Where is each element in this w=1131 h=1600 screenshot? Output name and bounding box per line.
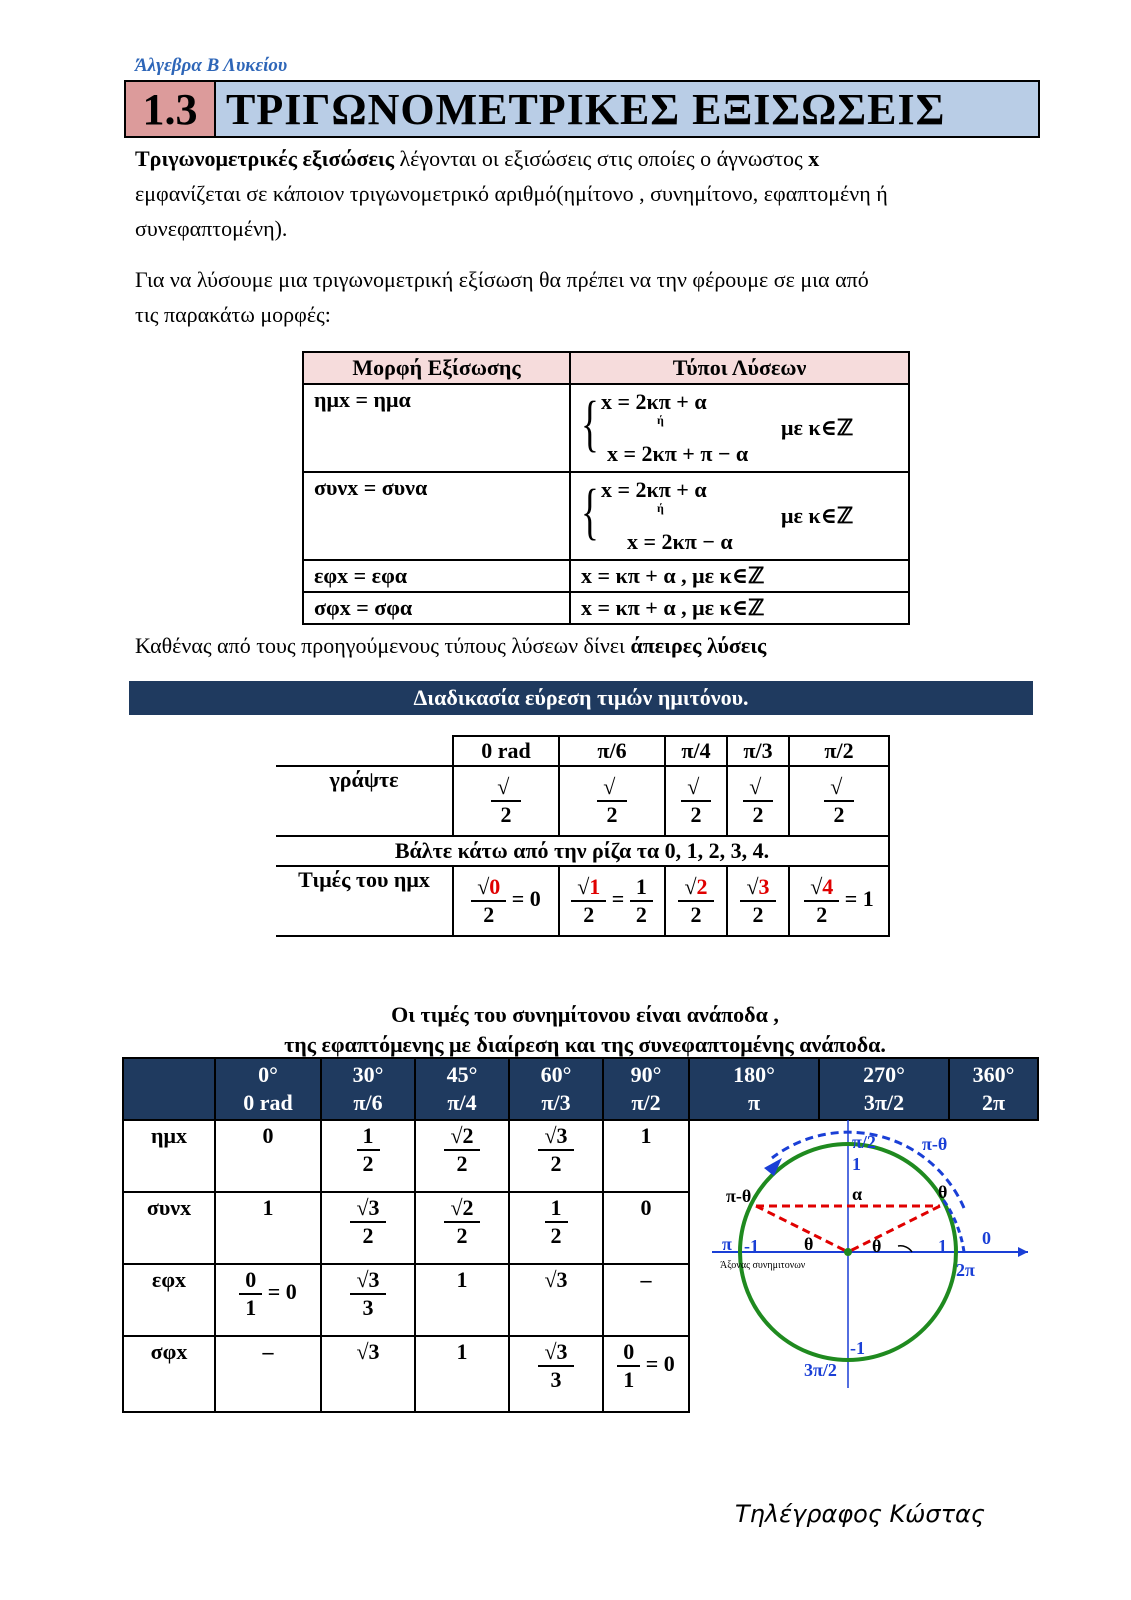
svg-text:-1: -1 <box>850 1338 865 1358</box>
svg-text:1: 1 <box>852 1154 861 1174</box>
subject-header: Άλγεβρα Β Λυκείου <box>135 55 288 76</box>
svg-text:π-θ: π-θ <box>922 1134 948 1154</box>
method-line2: τις παρακάτω μορφές: <box>135 302 331 327</box>
intro-term: Τριγωνομετρικές εξισώσεις <box>135 146 395 171</box>
form-cot-solution: x = κπ + α , με κ∈ℤ <box>570 592 909 624</box>
form-cot: σφx = σφα <box>303 592 570 624</box>
svg-text:α: α <box>852 1184 863 1204</box>
write-label: γράψτε <box>276 766 453 836</box>
forms-header-equation: Μορφή Εξίσωσης <box>303 352 570 384</box>
svg-text:2π: 2π <box>956 1260 975 1280</box>
svg-text:Άξονας συνημιτονων: Άξονας συνημιτονων <box>720 1260 806 1271</box>
sine-values-table: 0 rad π/6 π/4 π/3 π/2 γράψτε $\frac{√}{2}$ $\frac{√}{2}$ $\frac{√}{2}$ $\frac{√}{2}$ $\frac{√}{2}$ Βάλτε κάτω από την ρίζα τα 0, 1, 2, 3, 4. Τιμές του ημx $\frac{√0}{2}$ = 0 $\frac{√1}{2}$ = $\frac{1}{2}$ $\frac{√2}{2}$ $\frac{√3}{2}$ $\frac{√4}{2}$ = 1 <box>276 735 890 937</box>
unit-circle-figure <box>712 1118 1032 1398</box>
svg-text:θ: θ <box>872 1236 882 1256</box>
infinite-solutions-note: Καθένας από τους προηγούμενους τύπους λύσεων δίνει άπειρες λύσεις <box>135 633 767 658</box>
svg-text:θ: θ <box>804 1234 814 1254</box>
cos-tan-note: Οι τιμές του συνημίτονου είναι ανάποδα , της εφαπτόμενης με διαίρεση και της συνεφαπτομένης ανάποδα. <box>284 1002 886 1057</box>
forms-header-solution: Τύποι Λύσεων <box>570 352 909 384</box>
svg-text:-1: -1 <box>744 1236 759 1256</box>
intro-text3: συνεφαπτομένη). <box>135 216 288 241</box>
svg-text:π-θ: π-θ <box>726 1186 752 1206</box>
sine-procedure-banner: Διαδικασία εύρεση τιμών ημιτόνου. <box>129 681 1033 715</box>
method-paragraph <box>135 262 1035 332</box>
svg-text:π: π <box>722 1234 732 1254</box>
trig-values-table: 0° 0 rad 30° π/6 45° π/4 60° π/3 90° π/2 180° π 270° 3π/2 360° 2π ημx 0 $\frac{1}{2}$ $\frac{√2}{2}$ $\frac{√3}{2}$ 1 συνx 1 $\frac{√3}{2}$ $\frac{√2}{2}$ $\frac{1}{2}$ 0 εφx $\frac{0}{1}$ = 0 $\frac{√3}{3}$ 1 √3 – σφx – √3 1 $\frac{√3}{3}$ $\frac{0}{1}$ = 0 <box>122 1057 1039 1413</box>
intro-var: x <box>808 146 820 171</box>
svg-text:0: 0 <box>982 1228 991 1248</box>
forms-table <box>302 351 910 625</box>
col-pi6: π/6 <box>559 736 665 766</box>
svg-text:1: 1 <box>938 1236 947 1256</box>
intro-paragraph <box>135 141 1035 246</box>
radicand-instruction: Βάλτε κάτω από την ρίζα τα 0, 1, 2, 3, 4. <box>276 836 889 866</box>
col-pi2: π/2 <box>789 736 889 766</box>
form-cos: συνx = συνα <box>303 472 570 560</box>
svg-text:π/2: π/2 <box>852 1132 876 1152</box>
svg-text:θ: θ <box>938 1182 948 1202</box>
sine-values-label: Τιμές του ημx <box>276 866 453 936</box>
svg-text:3π/2: 3π/2 <box>804 1360 837 1380</box>
section-title-box <box>124 80 1040 138</box>
intro-text2: εμφανίζεται σε κάποιον τριγωνομετρικό αριθμό(ημίτονο , συνημίτονο, εφαπτομένη ή <box>135 181 888 206</box>
intro-text1: λέγονται οι εξισώσεις στις οποίες ο άγνωστος <box>394 146 809 171</box>
section-title: ΤΡΙΓΩΝΟΜΕΤΡΙΚΕΣ ΕΞΙΣΩΣΕΙΣ <box>216 82 1038 136</box>
form-tan-solution: x = κπ + α , με κ∈ℤ <box>570 560 909 592</box>
form-sin: ημx = ημα <box>303 384 570 472</box>
form-tan: εφx = εφα <box>303 560 570 592</box>
form-cos-solution: { x = 2κπ + α ή x = 2κπ − α με κ∈ℤ <box>570 472 909 560</box>
unit-circle-svg <box>712 1118 1032 1398</box>
section-number: 1.3 <box>126 82 216 136</box>
col-pi3: π/3 <box>727 736 789 766</box>
col-pi4: π/4 <box>665 736 727 766</box>
author-signature: Τηλέγραφος Κώστας <box>735 1500 985 1528</box>
col-0rad: 0 rad <box>453 736 559 766</box>
method-line1: Για να λύσουμε μια τριγωνομετρική εξίσωση θα πρέπει να την φέρουμε σε μια από <box>135 267 869 292</box>
form-sin-solution: { x = 2κπ + α ή x = 2κπ + π − α με κ∈ℤ <box>570 384 909 472</box>
